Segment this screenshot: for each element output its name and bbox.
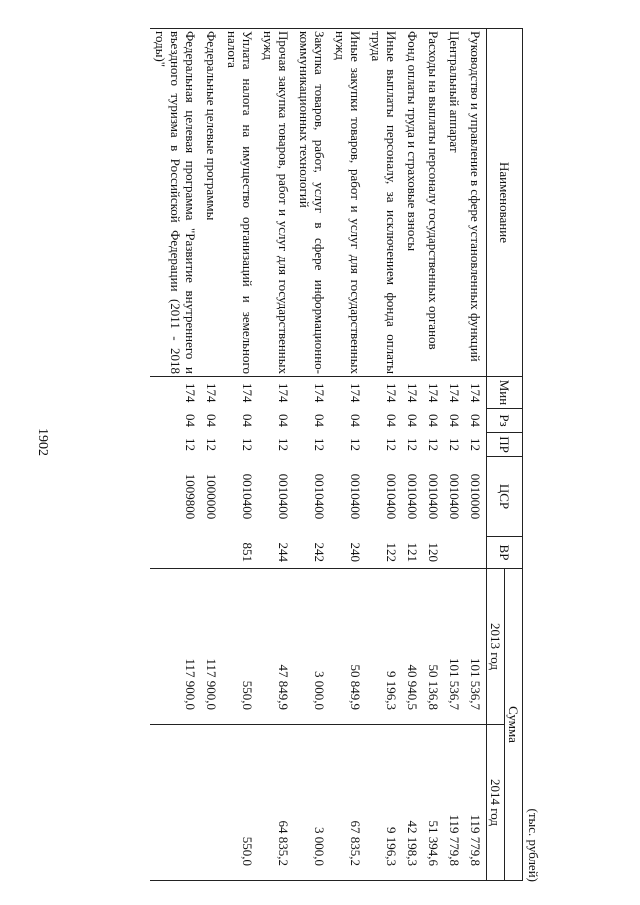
table-row	[294, 29, 330, 881]
row-pr: 12	[405, 438, 420, 451]
row-sum-2013: 50 849,9	[330, 569, 366, 725]
row-csr: 0010400	[312, 473, 327, 520]
row-sum-2014: 9 196,3	[366, 725, 402, 881]
row-rz: 04	[204, 414, 219, 427]
row-min: 174	[312, 383, 327, 403]
row-sum-2014	[201, 725, 222, 881]
row-vr: 240	[330, 537, 366, 569]
row-sum-2013: 550,0	[222, 569, 258, 725]
row-csr: 0010400	[348, 473, 363, 520]
row-sum-2013: 50 136,8	[423, 569, 444, 725]
row-pr: 12	[348, 438, 363, 451]
row-sum-2013: 101 536,7	[444, 569, 465, 725]
row-sum-2014: 42 198,3	[402, 725, 423, 881]
row-vr: 120	[423, 537, 444, 569]
row-rz: 04	[348, 414, 363, 427]
row-rz: 04	[312, 414, 327, 427]
row-pr: 12	[240, 438, 255, 451]
row-vr	[465, 537, 487, 569]
row-csr: 1009800	[183, 473, 198, 520]
table-row	[366, 29, 402, 881]
table-row	[465, 29, 487, 881]
row-sum-2014: 119 779,8	[444, 725, 465, 881]
row-rz: 04	[276, 414, 291, 427]
row-sum-2014: 550,0	[222, 725, 258, 881]
row-rz: 04	[468, 414, 483, 427]
row-min: 174	[240, 383, 255, 403]
row-sum-2014: 119 779,8	[465, 725, 487, 881]
row-csr: 0010400	[240, 473, 255, 520]
row-name: Руководство и управление в сфере установленных функций	[465, 29, 487, 377]
row-vr	[150, 537, 201, 569]
row-csr: 0010000	[468, 473, 483, 520]
row-sum-2013: 9 196,3	[366, 569, 402, 725]
table-row	[201, 29, 222, 881]
row-csr: 0010400	[447, 473, 462, 520]
row-min: 174	[426, 383, 441, 403]
row-pr: 12	[276, 438, 291, 451]
row-vr: 244	[258, 537, 294, 569]
row-min: 174	[384, 383, 399, 403]
row-sum-2013: 47 849,9	[258, 569, 294, 725]
row-rz: 04	[384, 414, 399, 427]
table-header-row	[505, 29, 523, 881]
row-name: Центральный аппарат	[444, 29, 465, 377]
row-sum-2013: 40 940,5	[402, 569, 423, 725]
row-csr: 0010400	[426, 473, 441, 520]
row-name: Прочая закупка товаров, работ и услуг для государственных нужд	[258, 29, 294, 377]
row-name: Расходы на выплаты персоналу государственных органов	[423, 29, 444, 377]
row-vr	[444, 537, 465, 569]
row-vr: 121	[402, 537, 423, 569]
row-vr: 242	[294, 537, 330, 569]
table-row	[444, 29, 465, 881]
row-sum-2014	[150, 725, 201, 881]
page-number: 1902	[35, 428, 50, 456]
row-pr: 12	[426, 438, 441, 451]
header-min: Мин	[487, 377, 523, 409]
row-rz: 04	[426, 414, 441, 427]
row-name: Закупка товаров, работ, услуг в сфере информационно-коммуникационных технологий	[294, 29, 330, 377]
row-name: Федеральные целевые программы	[201, 29, 222, 377]
row-sum-2014: 67 835,2	[330, 725, 366, 881]
row-name: Иные выплаты персоналу, за исключением фонда оплаты труда	[366, 29, 402, 377]
row-min: 174	[204, 383, 219, 403]
table-row	[402, 29, 423, 881]
header-rz: Рз	[487, 409, 523, 433]
row-pr: 12	[447, 438, 462, 451]
row-sum-2013: 117 900,0	[201, 569, 222, 725]
row-vr: 851	[222, 537, 258, 569]
row-sum-2013: 101 536,7	[465, 569, 487, 725]
row-min: 174	[468, 383, 483, 403]
table-row	[423, 29, 444, 881]
table-body	[150, 29, 487, 881]
row-name: Уплата налога на имущество организаций и земельного налога	[222, 29, 258, 377]
header-year-2013: 2013 год	[487, 569, 505, 725]
row-pr: 12	[384, 438, 399, 451]
header-name: Наименование	[487, 29, 523, 377]
row-name: Федеральная целевая программа "Развитие внутреннего и въездного туризма в Российской Федерации (2011 - 2018 годы)"	[150, 29, 201, 377]
row-csr: 1000000	[204, 473, 219, 520]
budget-table	[150, 28, 523, 881]
row-rz: 04	[447, 414, 462, 427]
header-year-2014: 2014 год	[487, 725, 505, 881]
row-min: 174	[405, 383, 420, 403]
row-vr	[201, 537, 222, 569]
row-csr: 0010400	[384, 473, 399, 520]
row-rz: 04	[240, 414, 255, 427]
row-name: Иные закупки товаров, работ и услуг для государственных нужд	[330, 29, 366, 377]
row-min: 174	[348, 383, 363, 403]
row-rz: 04	[183, 414, 198, 427]
header-pr: ПР	[487, 433, 523, 457]
row-name: Фонд оплаты труда и страховые взносы	[402, 29, 423, 377]
row-pr: 12	[183, 438, 198, 451]
row-rz: 04	[405, 414, 420, 427]
table-row	[330, 29, 366, 881]
header-sum: Сумма	[505, 569, 523, 881]
row-vr: 122	[366, 537, 402, 569]
row-csr: 0010400	[276, 473, 291, 520]
row-min: 174	[183, 383, 198, 403]
row-sum-2014: 3 000,0	[294, 725, 330, 881]
row-sum-2014: 51 394,6	[423, 725, 444, 881]
budget-sheet	[88, 28, 543, 898]
header-vr: ВР	[487, 537, 523, 569]
row-csr: 0010400	[405, 473, 420, 520]
row-min: 174	[447, 383, 462, 403]
row-min: 174	[276, 383, 291, 403]
table-row	[222, 29, 258, 881]
table-row	[258, 29, 294, 881]
units-label: (тыс. рублей)	[526, 808, 541, 882]
row-pr: 12	[204, 438, 219, 451]
row-sum-2013: 117 900,0	[150, 569, 201, 725]
row-pr: 12	[468, 438, 483, 451]
row-pr: 12	[312, 438, 327, 451]
header-csr: ЦСР	[487, 457, 523, 537]
table-row	[150, 29, 201, 881]
row-sum-2014: 64 835,2	[258, 725, 294, 881]
row-sum-2013: 3 000,0	[294, 569, 330, 725]
